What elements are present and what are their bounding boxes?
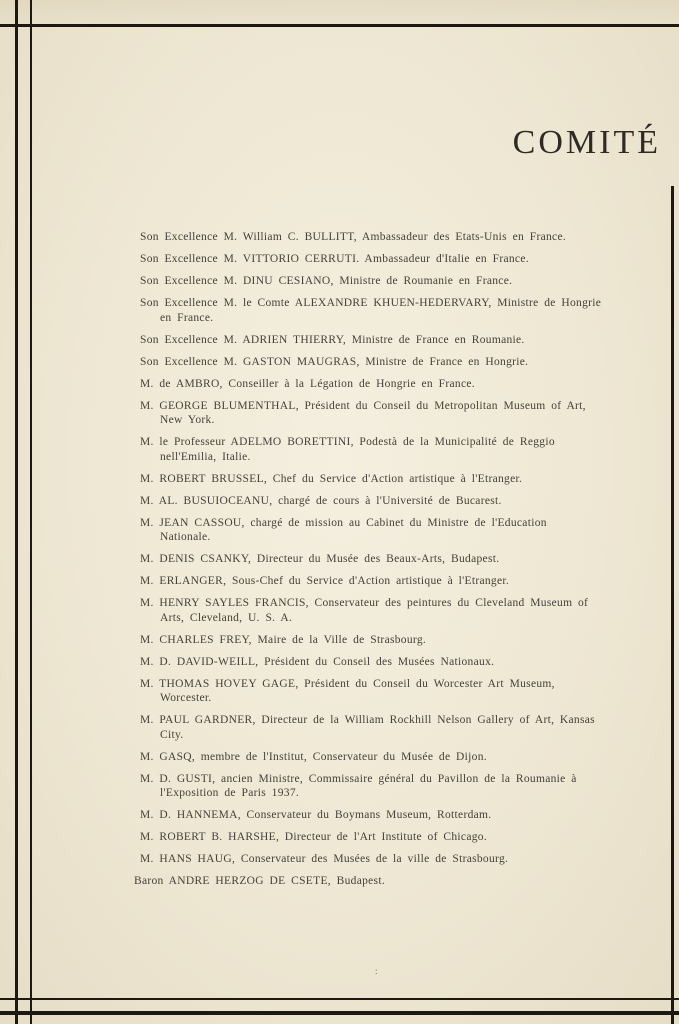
list-item: M. GASQ, membre de l'Institut, Conservateur du Musée de Dijon. [140,750,487,763]
list-item: M. D. GUSTI, ancien Ministre, Commissaire général du Pavillon de la Roumanie à l'Exposition de Paris 1937. [140,772,577,799]
list-item: M. AL. BUSUIOCEANU, chargé de cours à l'Université de Bucarest. [140,494,502,507]
list-item: M. D. DAVID-WEILL, Président du Conseil des Musées Nationaux. [140,655,495,668]
list-item: M. le Professeur ADELMO BORETTINI, Podestà de la Municipalité de Reggio nell'Emilia, Italie. [140,436,555,463]
list-item: M. PAUL GARDNER, Directeur de la William Rockhill Nelson Gallery of Art, Kansas City. [140,714,595,741]
list-item: M. ROBERT BRUSSEL, Chef du Service d'Action artistique à l'Etranger. [140,472,523,485]
list-item: M. DENIS CSANKY, Directeur du Musée des Beaux-Arts, Budapest. [140,553,500,565]
list-item: M. D. HANNEMA, Conservateur du Boymans Museum, Rotterdam. [140,809,492,821]
list-item: M. ROBERT B. HARSHE, Directeur de l'Art Institute of Chicago. [140,831,488,843]
list-item: M. THOMAS HOVEY GAGE, Président du Conseil du Worcester Art Museum, Worcester. [140,677,555,704]
committee-list [134,230,602,896]
list-item: Son Excellence M. DINU CESIANO, Ministre de Roumanie en France. [140,275,513,287]
frame-line-bottom-thin [0,998,679,1000]
list-item: Son Excellence M. ADRIEN THIERRY, Ministre de France en Roumanie. [140,333,525,346]
list-item: M. HENRY SAYLES FRANCIS, Conservateur des peintures du Cleveland Museum of Arts, Cleveland, U. S. A. [140,597,589,624]
list-item: Son Excellence M. le Comte ALEXANDRE KHUEN-HEDERVARY, Ministre de Hongrie en France. [140,297,602,324]
list-item: M. de AMBRO, Conseiller à la Légation de Hongrie en France. [140,377,475,390]
page-title: COMITÉ [512,124,661,161]
list-item: M. JEAN CASSOU, chargé de mission au Cabinet du Ministre de l'Education Nationale. [140,516,547,543]
list-item: M. CHARLES FREY, Maire de la Ville de Strasbourg. [140,633,427,646]
list-item: Son Excellence M. William C. BULLITT, Ambassadeur des Etats-Unis en France. [140,231,567,243]
list-item: M. HANS HAUG, Conservateur des Musées de la ville de Strasbourg. [140,853,509,865]
list-item: Son Excellence M. GASTON MAUGRAS, Ministre de France en Hongrie. [140,355,529,368]
list-item: Baron ANDRE HERZOG DE CSETE, Budapest. [134,875,386,887]
frame-line-right [671,186,674,1024]
frame-line-left-inner [30,0,32,1024]
list-item: M. ERLANGER, Sous-Chef du Service d'Action artistique à l'Etranger. [140,575,510,587]
page-mark: : [375,966,378,976]
list-item: M. GEORGE BLUMENTHAL, Président du Conseil du Metropolitan Museum of Art, New York. [140,399,586,426]
scan-edge-shading [0,0,679,25]
frame-line-left-outer [15,0,18,1024]
frame-line-bottom-thick [0,1011,679,1015]
frame-line-top [0,24,679,27]
list-item: Son Excellence M. VITTORIO CERRUTI. Ambassadeur d'Italie en France. [140,253,529,265]
